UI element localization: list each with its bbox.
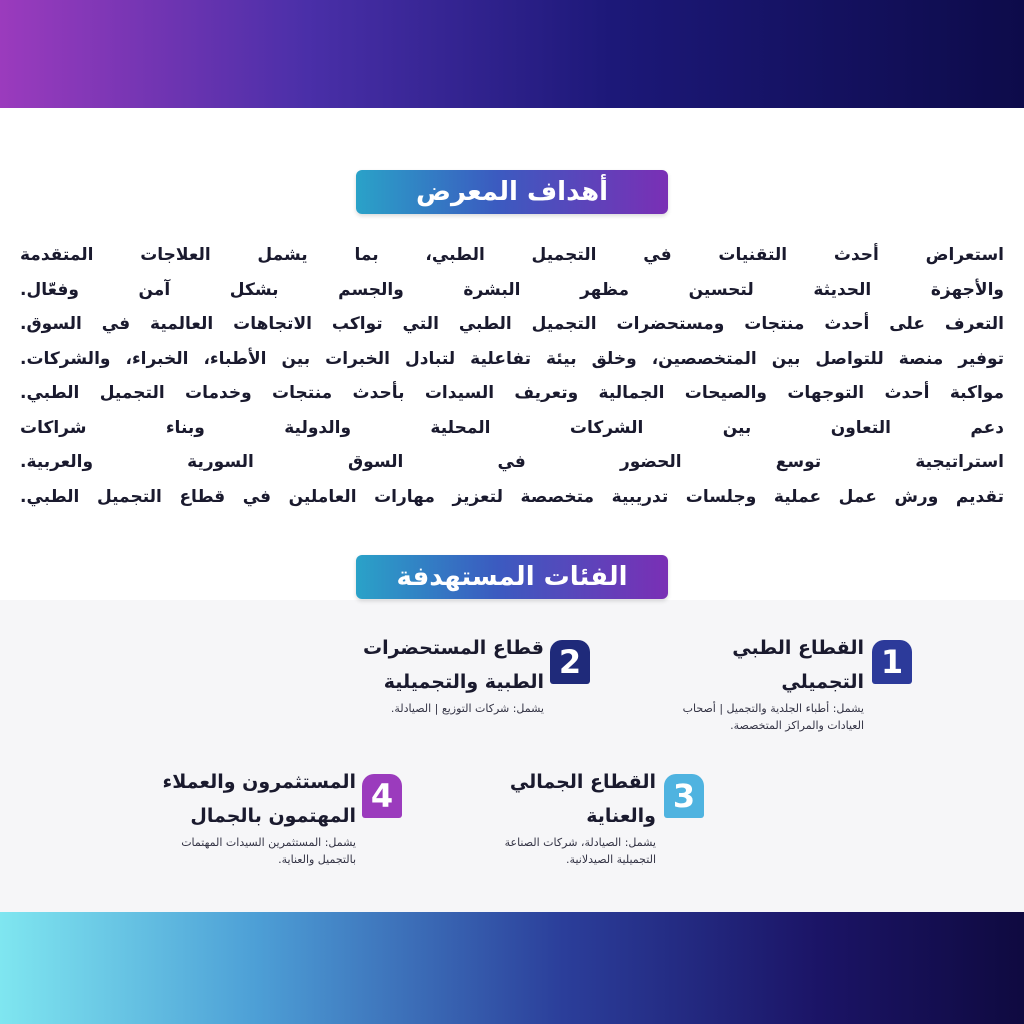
category-description: يشمل: أطباء الجلدية والتجميل | أصحاب [682, 702, 864, 715]
category-title: الطبية والتجميلية [383, 671, 544, 693]
goal-line: استراتيجية توسع الحضور في السوق السورية والعربية. [20, 452, 1004, 472]
goal-line: تقديم ورش عمل عملية وجلسات تدريبية متخصصة لتعزيز مهارات العاملين في قطاع التجميل الطبي. [20, 486, 1004, 507]
target-heading: الفئات المستهدفة [356, 555, 668, 599]
category-description: يشمل: الصيادلة، شركات الصناعة [504, 836, 656, 849]
category-title: القطاع الطبي [732, 637, 864, 659]
category-description: يشمل: شركات التوزيع | الصيادلة. [390, 702, 544, 715]
category-title: والعناية [586, 805, 656, 827]
category-description: العيادات والمراكز المتخصصة. [730, 719, 864, 732]
category-title: المهتمون بالجمال [190, 805, 356, 827]
category-number-badge: 2 [550, 640, 590, 684]
goals-list [20, 238, 1004, 514]
goal-line: توفير منصة للتواصل بين المتخصصين، وخلق بيئة تفاعلية لتبادل الخبرات بين الأطباء، الخبراء، والشركات. [20, 348, 1004, 369]
category-title: القطاع الجمالي [509, 771, 656, 793]
goals-heading: أهداف المعرض [356, 170, 668, 214]
category-number-badge: 4 [362, 774, 402, 818]
goal-line: مواكبة أحدث التوجهات والصيحات الجمالية وتعريف السيدات بأحدث منتجات وخدمات التجميل الطبي. [20, 383, 1004, 403]
category-description: يشمل: المستثمرين السيدات المهتمات [181, 836, 356, 849]
goal-line: دعم التعاون بين الشركات المحلية والدولية وبناء شراكات [20, 417, 1004, 438]
category-number-badge: 1 [872, 640, 912, 684]
category-title: التجميلي [781, 671, 864, 693]
category-description: التجميلية الصيدلانية. [566, 853, 656, 866]
category-description: بالتجميل والعناية. [278, 853, 356, 866]
bottom-gradient-band [0, 912, 1024, 1024]
category-title: المستثمرون والعملاء [162, 771, 356, 793]
goal-line: استعراض أحدث التقنيات في التجميل الطبي، بما يشمل العلاجات المتقدمة [20, 245, 1004, 265]
goal-line: والأجهزة الحديثة لتحسين مظهر البشرة والجسم بشكل آمن وفعّال. [20, 279, 1004, 300]
category-title: قطاع المستحضرات [363, 637, 544, 659]
category-number-badge: 3 [664, 774, 704, 818]
top-gradient-band [0, 0, 1024, 108]
goal-line: التعرف على أحدث منتجات ومستحضرات التجميل الطبي التي تواكب الاتجاهات العالمية في السوق. [20, 314, 1004, 334]
